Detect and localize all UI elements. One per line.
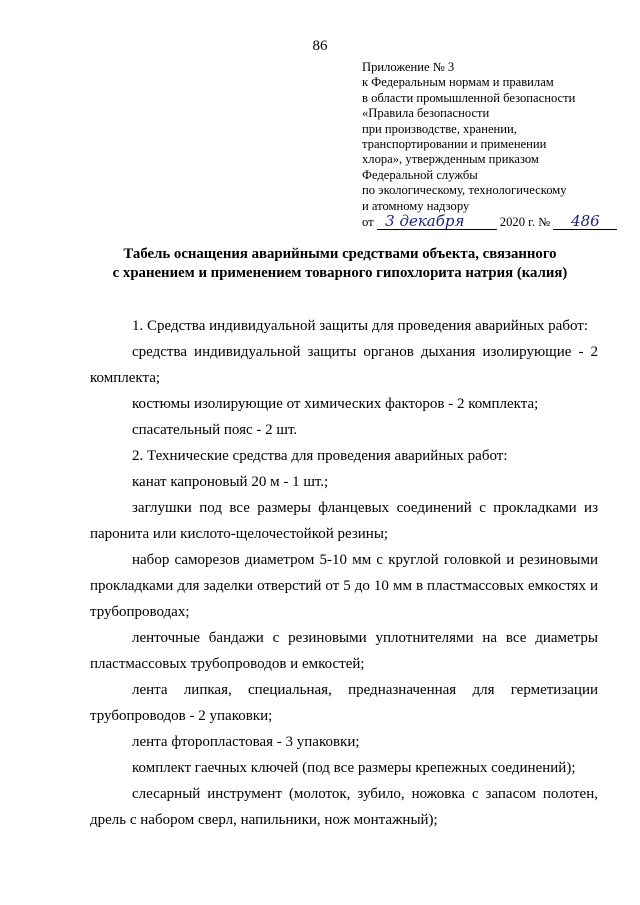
- appendix-line: по экологическому, технологическому: [362, 183, 567, 198]
- year-text: 2020 г. №: [499, 214, 551, 229]
- section-heading: 2. Технические средства для проведения аварийных работ:: [132, 448, 508, 464]
- appendix-line: Приложение № 3: [362, 60, 455, 74]
- title-line-1: Табель оснащения аварийными средствами объекта, связанного: [123, 246, 557, 262]
- list-item: костюмы изолирующие от химических факторов - 2 комплекта;: [132, 396, 539, 412]
- section-heading: 1. Средства индивидуальной защиты для проведения аварийных работ:: [132, 318, 588, 334]
- document-title: [70, 245, 610, 283]
- handwritten-order-number: 486: [553, 214, 617, 230]
- list-item: лента липкая, специальная, предназначенная для герметизации трубопроводов - 2 упаковки;: [90, 682, 598, 724]
- page-number: 86: [312, 38, 328, 54]
- document-body: [90, 313, 598, 833]
- order-date-line: [362, 214, 632, 230]
- handwritten-date: 3 декабря: [377, 214, 473, 230]
- list-item: слесарный инструмент (молоток, зубило, ножовка с запасом полотен, дрель с набором сверл, напильники, нож монтажный);: [90, 786, 598, 828]
- list-item: спасательный пояс - 2 шт.: [132, 422, 298, 438]
- appendix-line: к Федеральным нормам и правилам: [362, 75, 554, 90]
- appendix-line: и атомному надзору: [362, 198, 470, 213]
- appendix-block: [362, 60, 632, 230]
- list-item: ленточные бандажи с резиновыми уплотнителями на все диаметры пластмассовых трубопроводов и емкостей;: [90, 630, 598, 672]
- appendix-line: в области промышленной безопасности: [362, 90, 576, 105]
- appendix-line: транспортировании и применении: [362, 137, 547, 152]
- date-prefix: от: [362, 214, 374, 229]
- list-item: заглушки под все размеры фланцевых соединений с прокладками из паронита или кислото-щелочестойкой резины;: [90, 500, 598, 542]
- appendix-line: хлора», утвержденным приказом: [362, 152, 539, 167]
- list-item: лента фторопластовая - 3 упаковки;: [132, 734, 360, 750]
- appendix-line: при производстве, хранении,: [362, 121, 517, 136]
- list-item: набор саморезов диаметром 5-10 мм с круглой головкой и резиновыми прокладками для заделки отверстий от 5 до 10 мм в пластмассовых емкостях и трубопроводах;: [90, 552, 598, 620]
- appendix-line: Федеральной службы: [362, 167, 478, 182]
- appendix-line: «Правила безопасности: [362, 106, 490, 121]
- title-line-2: с хранением и применением товарного гипохлорита натрия (калия): [112, 265, 568, 281]
- list-item: канат капроновый 20 м - 1 шт.;: [132, 474, 329, 490]
- list-item: средства индивидуальной защиты органов дыхания изолирующие - 2 комплекта;: [90, 344, 598, 386]
- date-underline: [473, 217, 497, 230]
- list-item: комплект гаечных ключей (под все размеры крепежных соединений);: [132, 760, 576, 776]
